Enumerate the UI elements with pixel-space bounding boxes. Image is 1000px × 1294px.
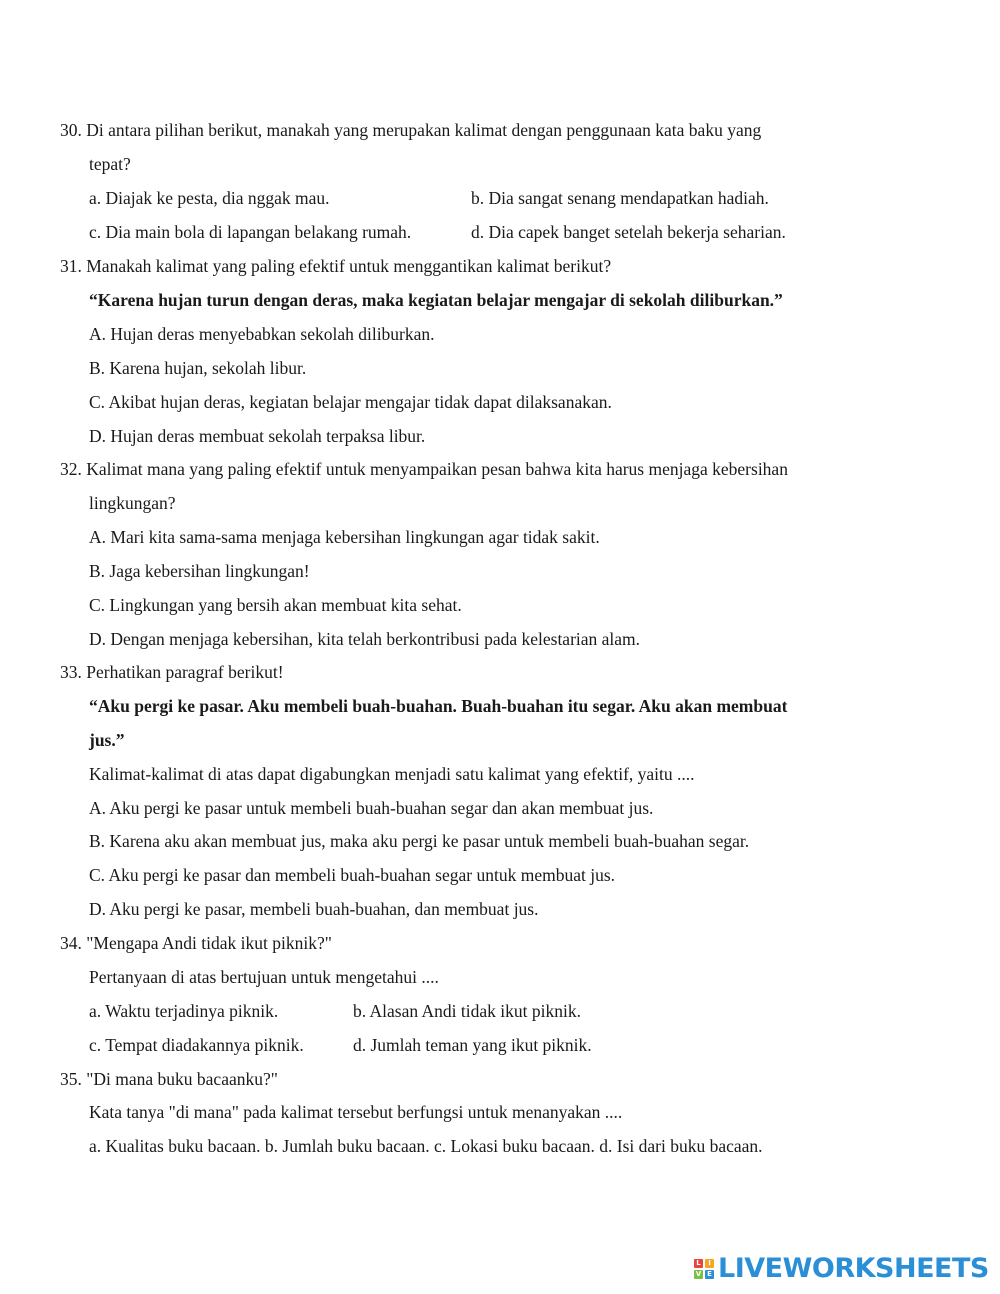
q35-prompt: Kata tanya "di mana" pada kalimat tersebut berfungsi untuk menanyakan .... <box>89 1102 623 1122</box>
q30-stem-line2: tepat? <box>89 154 131 174</box>
logo-mark-e: E <box>705 1270 714 1279</box>
q33-quote-line2: jus.” <box>89 730 125 750</box>
q32-option-c: C. Lingkungan yang bersih akan membuat kita sehat. <box>89 595 462 615</box>
q31-option-b: B. Karena hujan, sekolah libur. <box>89 358 307 378</box>
q33-option-a: A. Aku pergi ke pasar untuk membeli buah-buahan segar dan akan membuat jus. <box>89 798 654 818</box>
q30-option-a: a. Diajak ke pesta, dia nggak mau. <box>89 188 330 208</box>
q32-stem-line1: 32. Kalimat mana yang paling efektif untuk menyampaikan pesan bahwa kita harus menjaga kebersihan <box>60 459 788 479</box>
q30-option-c: c. Dia main bola di lapangan belakang rumah. <box>89 222 412 242</box>
logo-mark-l: L <box>694 1259 703 1268</box>
q34-stem: 34. "Mengapa Andi tidak ikut piknik?" <box>60 933 332 953</box>
q35-stem: 35. "Di mana buku bacaanku?" <box>60 1069 278 1089</box>
q32-option-d: D. Dengan menjaga kebersihan, kita telah berkontribusi pada kelestarian alam. <box>89 629 641 649</box>
q31-option-c: C. Akibat hujan deras, kegiatan belajar mengajar tidak dapat dilaksanakan. <box>89 392 612 412</box>
q33-option-b: B. Karena aku akan membuat jus, maka aku pergi ke pasar untuk membeli buah-buahan segar. <box>89 831 750 851</box>
q34-option-a: a. Waktu terjadinya piknik. <box>89 1001 279 1021</box>
q31-stem: 31. Manakah kalimat yang paling efektif untuk menggantikan kalimat berikut? <box>60 256 612 276</box>
liveworksheets-logo <box>694 1254 989 1284</box>
logo-mark-i: I <box>705 1259 714 1268</box>
q35-options: a. Kualitas buku bacaan. b. Jumlah buku bacaan. c. Lokasi buku bacaan. d. Isi dari buku bacaan. <box>89 1136 763 1156</box>
q32-option-a: A. Mari kita sama-sama menjaga kebersihan lingkungan agar tidak sakit. <box>89 527 600 547</box>
q33-stem: 33. Perhatikan paragraf berikut! <box>60 662 284 682</box>
q31-option-a: A. Hujan deras menyebabkan sekolah diliburkan. <box>89 324 435 344</box>
q32-stem-line2: lingkungan? <box>89 493 176 513</box>
q30-option-d: d. Dia capek banget setelah bekerja seharian. <box>471 222 786 242</box>
q32-option-b: B. Jaga kebersihan lingkungan! <box>89 561 310 581</box>
q31-option-d: D. Hujan deras membuat sekolah terpaksa libur. <box>89 426 426 446</box>
q30-stem-line1: 30. Di antara pilihan berikut, manakah yang merupakan kalimat dengan penggunaan kata baku yang <box>60 120 762 140</box>
q33-option-d: D. Aku pergi ke pasar, membeli buah-buahan, dan membuat jus. <box>89 899 539 919</box>
logo-mark-v: V <box>695 1270 702 1278</box>
q34-option-c: c. Tempat diadakannya piknik. <box>89 1035 304 1055</box>
logo-text: LIVEWORKSHEETS <box>718 1253 989 1284</box>
q33-option-c: C. Aku pergi ke pasar dan membeli buah-buahan segar untuk membuat jus. <box>89 865 616 885</box>
q34-option-d: d. Jumlah teman yang ikut piknik. <box>353 1035 592 1055</box>
q31-quote: “Karena hujan turun dengan deras, maka kegiatan belajar mengajar di sekolah diliburkan.” <box>89 290 783 310</box>
q34-option-b: b. Alasan Andi tidak ikut piknik. <box>353 1001 581 1021</box>
logo-mark-icon <box>694 1259 714 1279</box>
q34-prompt: Pertanyaan di atas bertujuan untuk mengetahui .... <box>89 967 439 987</box>
q33-prompt: Kalimat-kalimat di atas dapat digabungkan menjadi satu kalimat yang efektif, yaitu .... <box>89 764 695 784</box>
q33-quote-line1: “Aku pergi ke pasar. Aku membeli buah-buahan. Buah-buahan itu segar. Aku akan membuat <box>89 696 788 716</box>
q30-option-b: b. Dia sangat senang mendapatkan hadiah. <box>471 188 769 208</box>
